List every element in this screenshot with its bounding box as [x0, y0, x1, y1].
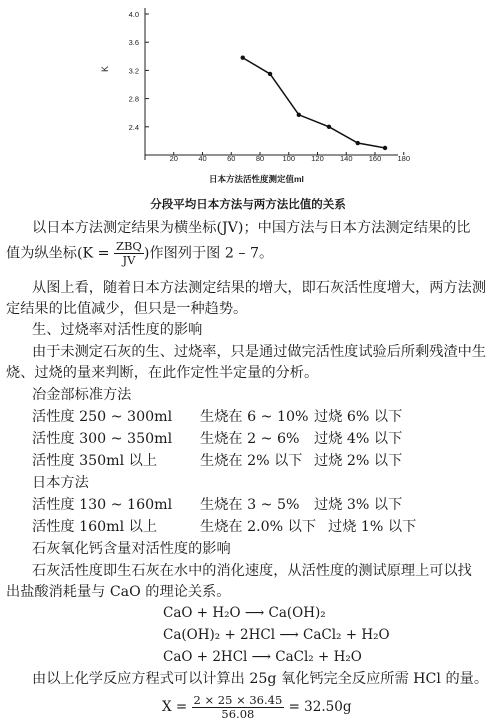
data-point [241, 56, 245, 60]
x-calculation [162, 694, 351, 721]
x-tick-label: 80 [255, 154, 265, 163]
japan-row-1-activity: 活性度 130 ~ 160ml [32, 497, 173, 513]
k-vs-jv-line-chart [0, 0, 496, 200]
x-tick-label: 100 [282, 154, 296, 163]
x-denominator: 56.08 [221, 707, 255, 721]
k-definition-prefix: 值为纵坐标(K = [6, 245, 114, 262]
x-tick-label: 160 [368, 154, 382, 163]
metal-row-1-underburn: 生烧在 6 ~ 10% [200, 409, 309, 425]
data-point [356, 141, 360, 145]
paragraph-1-line-2 [6, 240, 273, 267]
equation-3: CaO + 2HCl ⟶ CaCl₂ + H₂O [163, 649, 362, 665]
data-point [268, 72, 272, 76]
paragraph-2-line-1: 从图上看，随着日本方法测定结果的增大，即石灰活性度增大，两方法测 [32, 280, 487, 296]
paragraph-3-line-1: 由于未测定石灰的生、过烧率，只是通过做完活性度试验后所剩残渣中生 [32, 344, 487, 360]
paragraph-2-line-2: 定结果的比值减少，但只是一种趋势。 [6, 301, 248, 317]
heading-cao-content: 石灰氧化钙含量对活性度的影响 [32, 541, 231, 557]
paragraph-3-line-2: 烧、过烧的量来判断，在此作定性半定量的分析。 [6, 365, 319, 381]
data-point [383, 146, 387, 150]
x-calc-prefix: X = [162, 699, 192, 715]
paragraph-1-line-1: 以日本方法测定结果为横坐标(JV)；中国方法与日本方法测定结果的比 [32, 220, 471, 236]
metal-row-3-activity: 活性度 350ml 以上 [32, 453, 158, 469]
x-tick-label: 60 [227, 154, 236, 163]
x-numerator: 2 × 25 × 36.45 [193, 693, 283, 707]
japan-row-2-underburn: 生烧在 2.0% 以下 [200, 519, 317, 535]
figure-caption: 分段平均日本方法与两方法比值的关系 [150, 197, 346, 211]
x-tick-label: 40 [198, 154, 207, 163]
equation-2: Ca(OH)₂ + 2HCl ⟶ CaCl₂ + H₂O [163, 627, 390, 643]
k-denominator: JV [122, 253, 136, 267]
y-tick-label: 2.4 [128, 122, 139, 132]
japan-row-1-underburn: 生烧在 3 ~ 5% [200, 497, 300, 513]
japan-row-2-overburn: 过烧 1% 以下 [328, 519, 417, 535]
k-numerator: ZBQ [115, 239, 142, 253]
y-tick-label: 3.6 [128, 38, 139, 48]
paragraph-4-line-1: 石灰活性度即生石灰在水中的消化速度，从活性度的测试原理上可以找 [32, 563, 472, 579]
equation-1: CaO + H₂O ⟶ Ca(OH)₂ [163, 605, 326, 621]
k-definition-suffix: )作图列于图 2 – 7。 [143, 245, 274, 262]
y-tick-label: 3.2 [128, 66, 139, 76]
metal-row-1-activity: 活性度 250 ~ 300ml [32, 409, 173, 425]
japan-row-2-activity: 活性度 160ml 以上 [32, 519, 158, 535]
x-fraction [192, 694, 285, 721]
metal-row-1-overburn: 过烧 6% 以下 [314, 409, 403, 425]
metal-row-2-overburn: 过烧 4% 以下 [314, 431, 403, 447]
heading-burn-rate: 生、过烧率对活性度的影响 [32, 322, 203, 338]
metal-row-3-underburn: 生烧在 2% 以下 [200, 453, 303, 469]
x-tick-label: 140 [339, 154, 353, 163]
x-tick-label: 120 [311, 154, 324, 163]
y-tick-label: 4.0 [128, 10, 139, 19]
paragraph-5: 由以上化学反应方程式可以计算出 25g 氧化钙完全反应所需 HCl 的量。 [32, 671, 489, 687]
k-fraction [114, 240, 144, 267]
heading-japan-method: 日本方法 [32, 475, 89, 491]
y-tick-label: 2.8 [128, 94, 139, 104]
x-result: = 32.50g [284, 699, 352, 715]
paragraph-4-line-2: 出盐酸消耗量与 CaO 的理论关系。 [6, 584, 231, 600]
metal-row-2-activity: 活性度 300 ~ 350ml [32, 431, 173, 447]
japan-row-1-overburn: 过烧 3% 以下 [314, 497, 403, 513]
data-point [297, 113, 301, 117]
x-tick-label: 180 [397, 154, 411, 163]
data-point [327, 125, 331, 129]
metal-row-3-overburn: 过烧 2% 以下 [314, 453, 403, 469]
metal-row-2-underburn: 生烧在 2 ~ 6% [200, 431, 300, 447]
x-axis-label: 日本方法活性度测定值ml [209, 174, 304, 184]
y-axis-label: K [100, 65, 110, 72]
heading-metallurgy-standard: 冶金部标准方法 [32, 387, 132, 403]
series-line [243, 58, 385, 148]
x-tick-label: 20 [169, 154, 178, 163]
